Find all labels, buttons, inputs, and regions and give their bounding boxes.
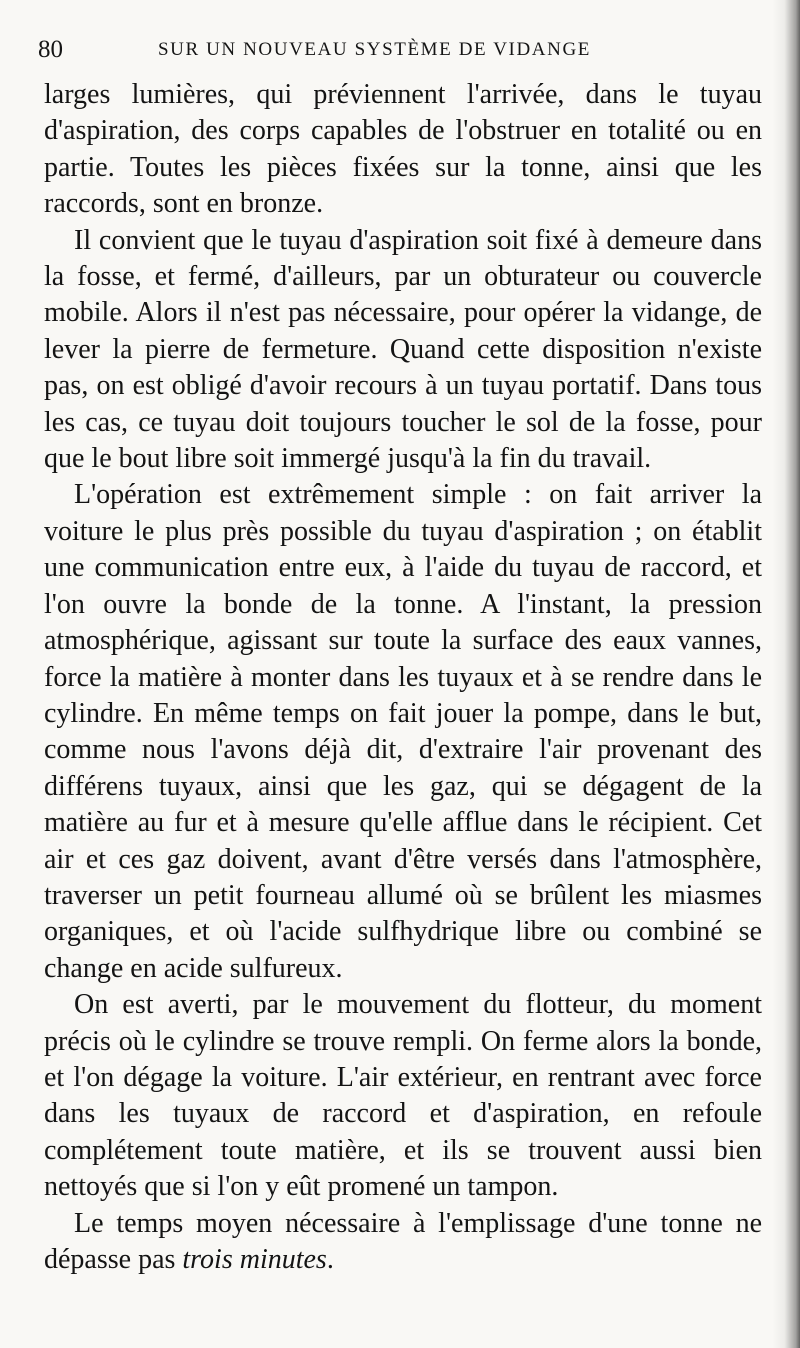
paragraph-5-text: Le temps moyen nécessaire à l'emplissage d'une tonne ne dépasse pas <box>44 1207 762 1275</box>
paragraph-5-tail: . <box>326 1244 334 1275</box>
emphasis-trois-minutes: trois minutes <box>182 1244 327 1275</box>
page-number: 80 <box>38 36 63 63</box>
running-title: SUR UN NOUVEAU SYSTÈME DE VIDANGE <box>158 39 591 60</box>
paragraph-2: Il convient que le tuyau d'aspiration soit fixé à demeure dans la fosse, et fermé, d'ailleurs, par un obturateur ou couvercle mobile. Alors il n'est pas nécessaire, pour opérer la vidange, de lever la pierre de fermeture. Quand cette disposition n'existe pas, on est obligé d'avoir recours à un tuyau portatif. Dans tous les cas, ce tuyau doit toujours toucher le sol de la fosse, pour que le bout libre soit immergé jusqu'à la fin du travail. <box>44 224 762 475</box>
paragraph-4: On est averti, par le mouvement du flotteur, du moment précis où le cylindre se trouve rempli. On ferme alors la bonde, et l'on dégage la voiture. L'air extérieur, en rentrant avec force dans les tuyaux de raccord et d'aspiration, en refoule complétement toute matière, et ils se trouvent aussi bien nettoyés que si l'on y eût promené un tampon. <box>44 989 762 1203</box>
page-edge-shadow <box>772 0 800 1348</box>
paragraph-5 <box>44 1206 762 1279</box>
page-header <box>38 34 768 66</box>
paragraph-1: larges lumières, qui préviennent l'arrivée, dans le tuyau d'aspiration, des corps capables de l'obstruer en totalité ou en partie. Toutes les pièces fixées sur la tonne, ainsi que les raccords, sont en bronze. <box>44 79 762 220</box>
paragraph-3: L'opération est extrêmement simple : on fait arriver la voiture le plus près possible du tuyau d'aspiration ; on établit une communication entre eux, à l'aide du tuyau de raccord, et l'on ouvre la bonde de la tonne. A l'instant, la pression atmosphérique, agissant sur toute la surface des eaux vannes, force la matière à monter dans les tuyaux et à se rendre dans le cylindre. En même temps on fait jouer la pompe, dans le but, comme nous l'avons déjà dit, d'extraire l'air provenant des différens tuyaux, ainsi que les gaz, qui se dégagent de la matière au fur et à mesure qu'elle afflue dans le récipient. Cet air et ces gaz doivent, avant d'être versés dans l'atmosphère, traverser un petit fourneau allumé où se brûlent les miasmes organiques, et où l'acide sulfhydrique libre ou combiné se change en acide sulfureux. <box>44 479 762 984</box>
body-text <box>44 77 762 1278</box>
